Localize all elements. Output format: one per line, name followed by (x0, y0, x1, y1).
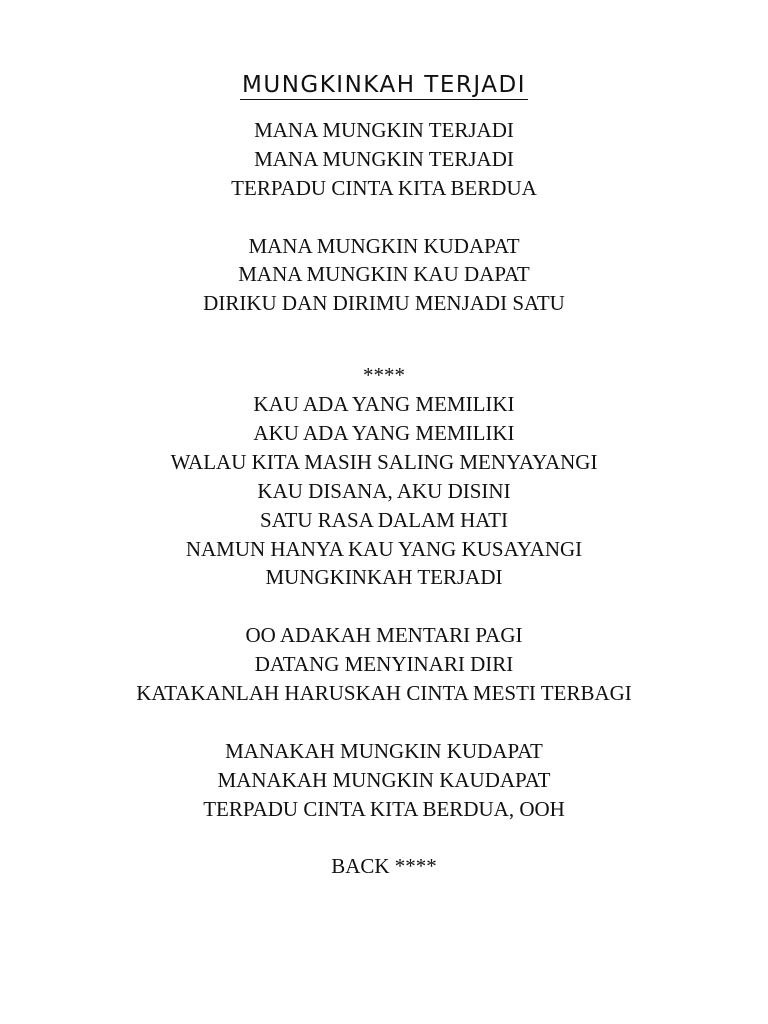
repeat-marker: BACK **** (331, 854, 437, 879)
lyrics-body (0, 116, 768, 881)
lyric-line: MANA MUNGKIN TERJADI (254, 146, 514, 171)
lyric-line: KAU ADA YANG MEMILIKI (253, 392, 515, 417)
stanza-gap (0, 592, 768, 621)
lyric-line: KAU DISANA, AKU DISINI (257, 478, 511, 503)
stanza-gap (0, 823, 768, 852)
lyric-line: TERPADU CINTA KITA BERDUA, OOH (203, 796, 565, 821)
lyric-line: MANA MUNGKIN KUDAPAT (248, 233, 520, 258)
song-title-text: MUNGKINKAH TERJADI (242, 72, 526, 98)
stanza-1 (0, 116, 768, 203)
chorus-marker: **** (363, 363, 405, 388)
lyric-line: MANA MUNGKIN TERJADI (254, 118, 514, 142)
stanza-6 (0, 852, 768, 881)
stanza-gap (0, 708, 768, 737)
lyric-line: DIRIKU DAN DIRIMU MENJADI SATU (203, 291, 565, 316)
stanza-5 (0, 737, 768, 824)
song-title (0, 70, 768, 100)
stanza-3 (0, 361, 768, 592)
stanza-2 (0, 232, 768, 319)
lyric-line: MANA MUNGKIN KAU DAPAT (238, 262, 530, 287)
lyric-line: SATU RASA DALAM HATI (260, 507, 508, 532)
stanza-gap (0, 203, 768, 232)
lyric-line: NAMUN HANYA KAU YANG KUSAYANGI (185, 536, 583, 561)
lyric-line: DATANG MENYINARI DIRI (254, 652, 514, 677)
lyric-line: MANAKAH MUNGKIN KAUDAPAT (217, 767, 551, 792)
lyric-line: TERPADU CINTA KITA BERDUA (231, 175, 537, 200)
lyric-line: MANAKAH MUNGKIN KUDAPAT (225, 738, 543, 763)
lyric-line: KATAKANLAH HARUSKAH CINTA MESTI TERBAGI (136, 681, 632, 706)
stanza-4 (0, 621, 768, 708)
lyric-line: OO ADAKAH MENTARI PAGI (245, 623, 523, 648)
lyric-line: WALAU KITA MASIH SALING MENYAYANGI (170, 449, 598, 474)
lyric-line: MUNGKINKAH TERJADI (265, 565, 503, 590)
stanza-gap (0, 318, 768, 361)
lyric-line: AKU ADA YANG MEMILIKI (253, 421, 515, 446)
